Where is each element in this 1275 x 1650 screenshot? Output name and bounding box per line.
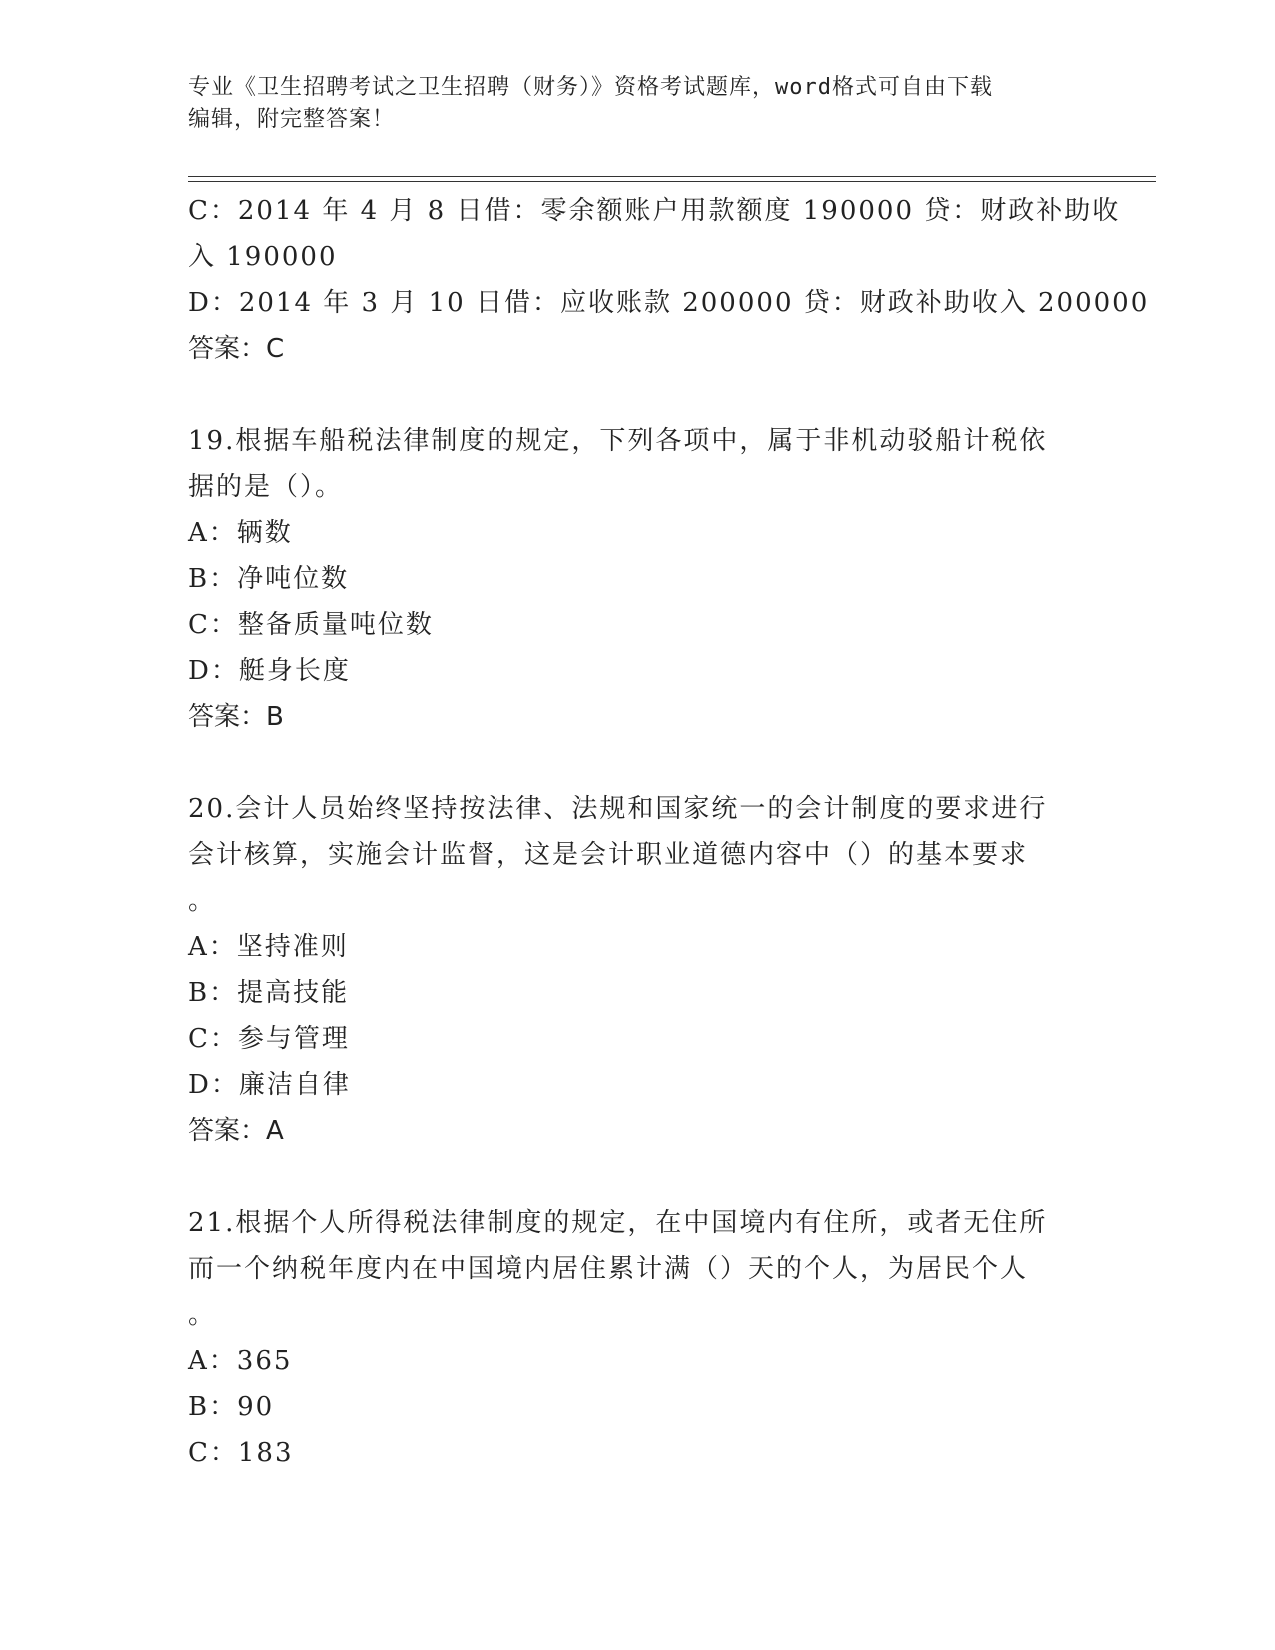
header-divider-bottom [188,181,1156,182]
header-line-2: 编辑，附完整答案！ [188,107,396,132]
question-block-19 [188,418,1088,740]
header-line-1: 专业《卫生招聘考试之卫生招聘（财务）》资格考试题库，word格式可自由下载 [188,75,993,100]
answer: 答案：C [188,334,285,364]
option-b: B：90 [188,1392,275,1422]
question-stem-end: 。 [188,886,217,916]
option-c-continued: 入 190000 [188,242,338,272]
question-stem-continued: 而一个纳税年度内在中国境内居住累计满（）天的个人，为居民个人 [188,1254,1029,1284]
option-a: A：辆数 [188,518,293,548]
option-a: A：坚持准则 [188,932,349,962]
question-block-18 [188,188,1150,372]
question-block-20 [188,786,1088,1154]
question-stem-continued: 据的是（）。 [188,472,344,502]
option-b: B：净吨位数 [188,564,350,594]
option-c: C：整备质量吨位数 [188,610,434,640]
option-b: B：提高技能 [188,978,350,1008]
answer: 答案：B [188,702,284,732]
question-stem-end: 。 [188,1300,217,1330]
question-stem: 19.根据车船税法律制度的规定，下列各项中，属于非机动驳船计税依 [188,426,1048,456]
question-stem-continued: 会计核算，实施会计监督，这是会计职业道德内容中（）的基本要求 [188,840,1029,870]
option-c: C：参与管理 [188,1024,350,1054]
question-block-21 [188,1200,1088,1476]
option-d: D：2014 年 3 月 10 日借：应收账款 200000 贷：财政补助收入 200000 [188,288,1150,318]
question-stem: 21.根据个人所得税法律制度的规定，在中国境内有住所，或者无住所 [188,1208,1048,1238]
document-body [188,188,1150,1476]
header-divider-top [188,176,1156,177]
option-a: A：365 [188,1346,293,1376]
answer: 答案：A [188,1116,284,1146]
question-stem: 20.会计人员始终坚持按法律、法规和国家统一的会计制度的要求进行 [188,794,1048,824]
option-c: C：183 [188,1438,294,1468]
document-header [188,72,1068,136]
option-c: C：2014 年 4 月 8 日借：零余额账户用款额度 190000 贷：财政补助收 [188,196,1121,226]
option-d: D：艇身长度 [188,656,351,686]
option-d: D：廉洁自律 [188,1070,351,1100]
